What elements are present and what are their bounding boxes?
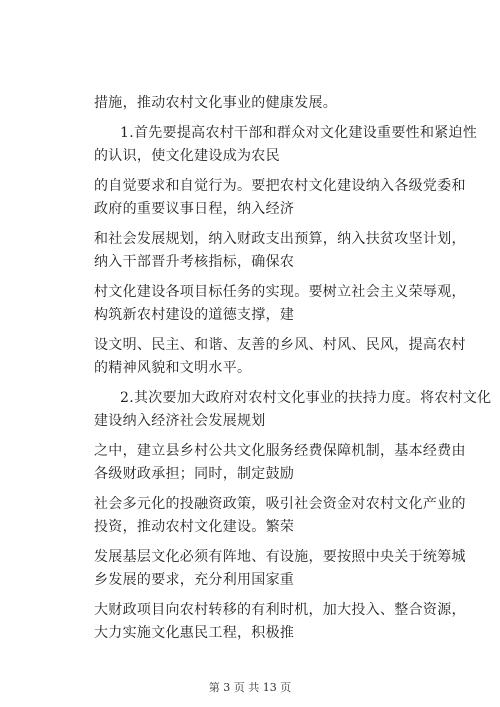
- text-line: 设文明、民主、和谐、友善的乡风、村风、民风，提高农村: [94, 337, 466, 353]
- text-line: 1.首先要提高农村干部和群众对文化建设重要性和紧迫性: [120, 125, 478, 141]
- text-line: 大财政项目向农村转移的有利时机，加大投入、整合资源，: [94, 602, 466, 618]
- text-line: 的自觉要求和自觉行为。要把农村文化建设纳入各级党委和: [94, 178, 466, 194]
- text-line: 之中，建立县乡村公共文化服务经费保障机制，基本经费由: [94, 443, 466, 459]
- text-line: 的精神风貌和文明水平。: [94, 360, 252, 376]
- text-line: 社会多元化的投融资政策，吸引社会资金对农村文化产业的: [94, 496, 466, 512]
- text-line: 各级财政承担；同时，制定鼓励: [94, 466, 295, 482]
- text-line: 的认识，使文化建设成为农民: [94, 148, 280, 164]
- text-line: 投资，推动农村文化建设。繁荣: [94, 519, 295, 535]
- text-line: 纳入干部晋升考核指标，确保农: [94, 254, 295, 270]
- text-line: 大力实施文化惠民工程，积极推: [94, 625, 295, 641]
- text-line: 2.其次要加大政府对农村文化事业的扶持力度。将农村文化: [120, 390, 492, 406]
- text-line: 和社会发展规划，纳入财政支出预算，纳入扶贫攻坚计划，: [94, 231, 466, 247]
- text-line: 措施，推动农村文化事业的健康发展。: [94, 95, 338, 111]
- text-line: 政府的重要议事日程，纳入经济: [94, 201, 295, 217]
- text-line: 村文化建设各项目标任务的实现。要树立社会主义荣辱观，: [94, 284, 466, 300]
- text-line: 建设纳入经济社会发展规划: [94, 413, 266, 429]
- text-line: 构筑新农村建设的道德支撑，建: [94, 307, 295, 323]
- text-line: 乡发展的要求，充分利用国家重: [94, 572, 295, 588]
- text-line: 发展基层文化必须有阵地、有设施，要按照中央关于统筹城: [94, 549, 466, 565]
- page-number-footer: 第 3 页 共 13 页: [208, 681, 292, 694]
